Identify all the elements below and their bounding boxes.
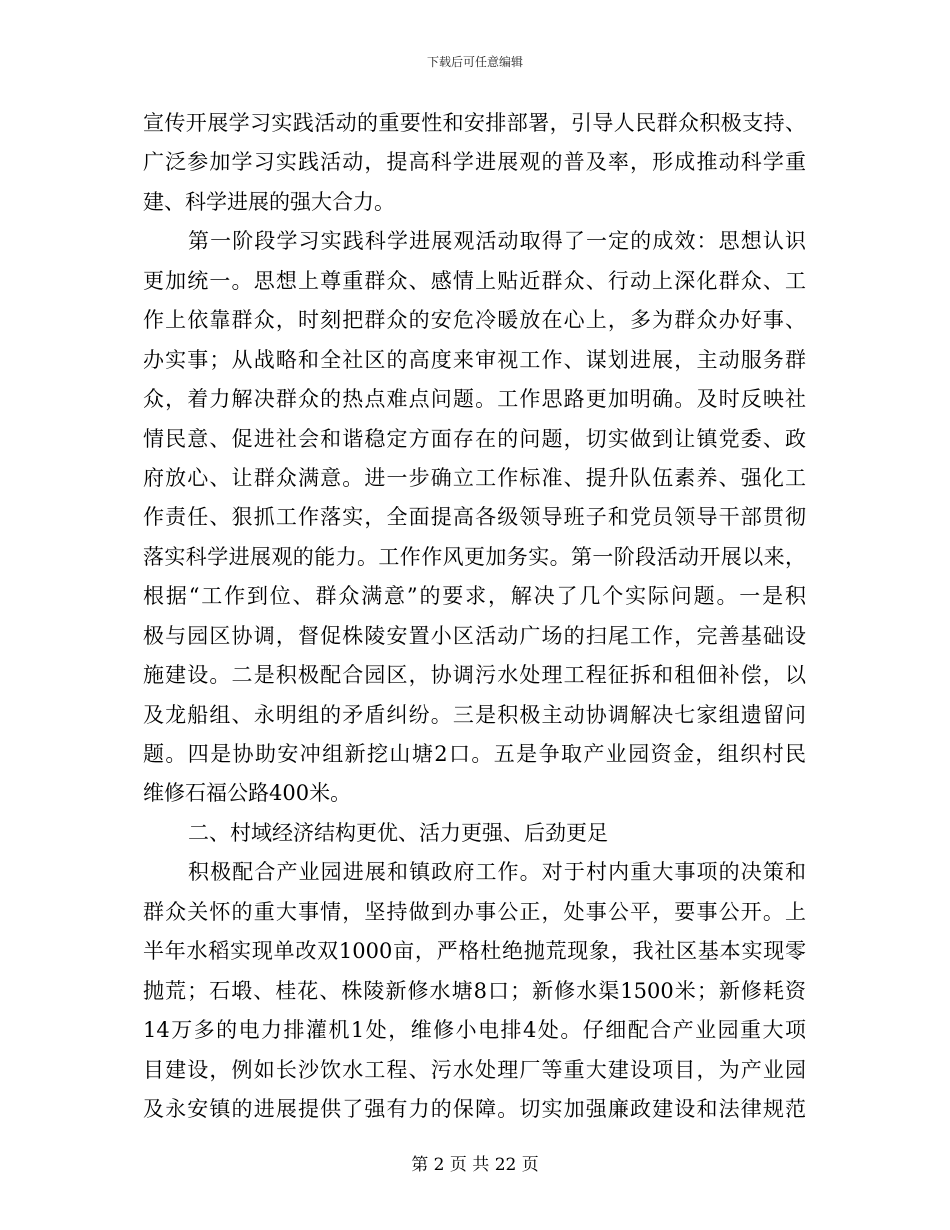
text-line: 及龙船组、永明组的矛盾纠纷。三是积极主动协调解决七家组遗留问 [143,702,806,727]
text-line: 办实事；从战略和全社区的高度来审视工作、谋划进展，主动服务群 [143,347,806,372]
text-line: 极与园区协调，督促株陵安置小区活动广场的扫尾工作，完善基础设 [143,623,806,648]
text-line: 作上依靠群众，时刻把群众的安危冷暖放在心上，多为群众办好事、 [143,308,806,333]
text-line: 广泛参加学习实践活动，提高科学进展观的普及率，形成推动科学重 [143,150,806,175]
text-line: 作责任、狠抓工作落实，全面提高各级领导班子和党员领导干部贯彻 [143,505,806,530]
paragraph [143,853,806,1129]
text-line: 积极配合产业园进展和镇政府工作。对于村内重大事项的决策和 [188,860,806,885]
text-line: 宣传开展学习实践活动的重要性和安排部署，引导人民群众积极支持、 [143,111,806,135]
text-line: 二、村域经济结构更优、活力更强、后劲更足 [188,820,608,845]
text-line: 府放心、让群众满意。进一步确立工作标准、提升队伍素养、强化工 [143,465,806,490]
text-line: 维修石福公路400米。 [143,781,352,806]
text-line: 根据“工作到位、群众满意”的要求，解决了几个实际问题。一是积 [143,584,806,609]
page-number: 第 2 页 共 22 页 [411,1155,539,1175]
section-heading [143,814,806,853]
text-line: 及永安镇的进展提供了强有力的保障。切实加强廉政建设和法律规范 [143,1096,806,1121]
text-line: 施建设。二是积极配合园区，协调污水处理工程征拆和租佃补偿，以 [143,663,806,688]
text-line: 情民意、促进社会和谐稳定方面存在的问题，切实做到让镇党委、政 [143,426,806,451]
text-line: 第一阶段学习实践科学进展观活动取得了一定的成效：思想认识 [188,229,806,254]
text-line: 群众关怀的重大事情，坚持做到办事公正，处事公平，要事公开。上 [143,899,806,924]
text-line: 目建设，例如长沙饮水工程、污水处理厂等重大建设项目，为产业园 [143,1057,806,1082]
download-note: 下载后可任意编辑 [426,55,523,69]
text-line: 14万多的电力排灌机1处，维修小电排4处。仔细配合产业园重大项 [143,1018,806,1043]
text-line: 更加统一。思想上尊重群众、感情上贴近群众、行动上深化群众、工 [143,268,806,293]
text-line: 题。四是协助安冲组新挖山塘2口。五是争取产业园资金，组织村民 [143,742,806,766]
text-line: 落实科学进展观的能力。工作作风更加务实。第一阶段活动开展以来， [143,544,806,569]
document-body [143,104,806,1129]
text-line: 半年水稻实现单改双1000亩，严格杜绝抛荒现象，我社区基本实现零 [143,939,806,964]
text-line: 众，着力解决群众的热点难点问题。工作思路更加明确。及时反映社 [143,387,806,412]
text-line: 建、科学进展的强大合力。 [143,189,395,214]
text-line: 抛荒；石塅、桂花、株陵新修水塘8口；新修水渠1500米；新修耗资 [143,978,806,1003]
paragraph [143,222,806,814]
paragraph [143,104,806,222]
